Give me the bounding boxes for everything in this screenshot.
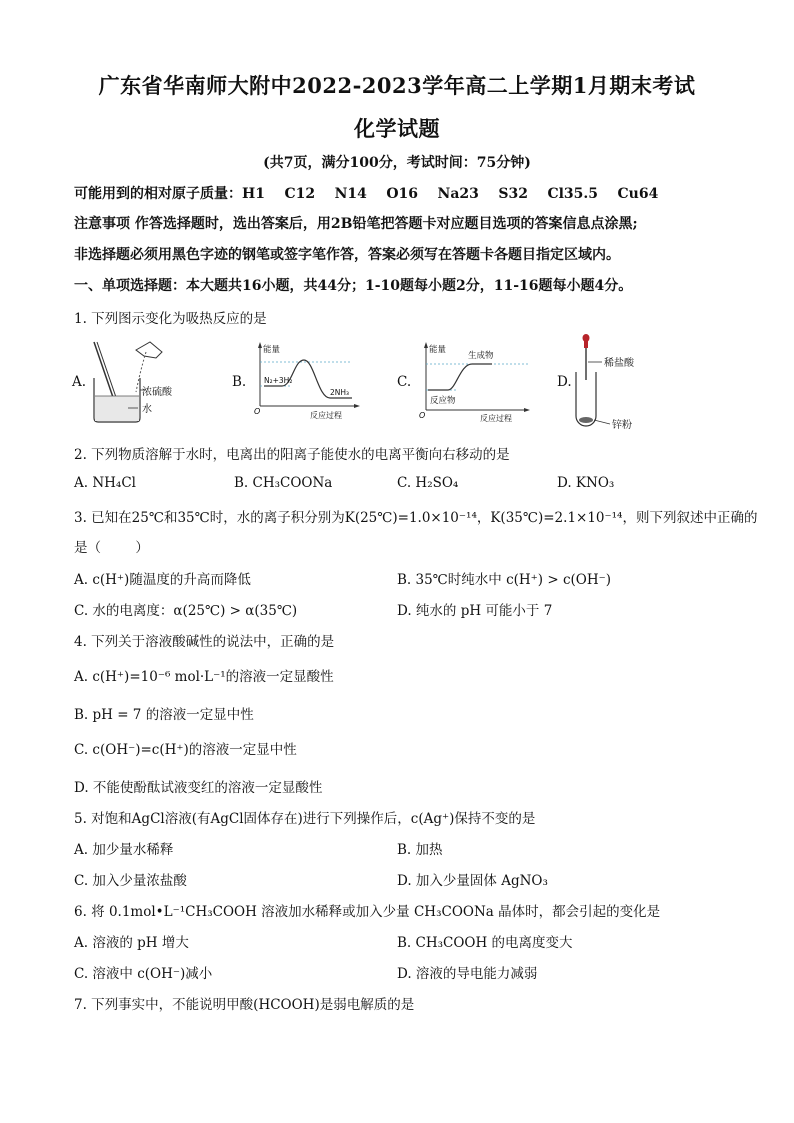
q6-option-d: D. 溶液的导电能力减弱 xyxy=(397,966,538,982)
q1-fig-d-label-zinc: 锌粉 xyxy=(612,420,632,430)
q1-fig-c-ylabel: 能量 xyxy=(429,345,447,355)
q6-option-a: A. 溶液的 pH 增大 xyxy=(74,935,189,951)
q2-option-b: B. CH₃COONa xyxy=(234,475,333,491)
q1-figure-b-energy-diagram xyxy=(252,340,362,422)
q3-stem-line-2: 是（ ） xyxy=(74,540,149,556)
q4-option-d: D. 不能使酚酞试液变红的溶液一定显酸性 xyxy=(74,780,323,796)
q1-option-c: C. xyxy=(397,374,412,390)
q1-fig-c-product: 生成物 xyxy=(468,351,494,361)
q1-stem: 1. 下列图示变化为吸热反应的是 xyxy=(74,311,267,327)
exam-info: (共7页，满分100分，考试时间：75分钟) xyxy=(263,155,531,171)
q6-option-c: C. 溶液中 c(OH⁻)减小 xyxy=(74,966,213,982)
q5-option-b: B. 加热 xyxy=(397,842,443,858)
notice-line-2: 非选择题必须用黑色字迹的钢笔或签字笔作答，答案必须写在答题卡各题目指定区域内。 xyxy=(74,247,620,263)
q1-figure-c-energy-diagram xyxy=(416,340,534,426)
q5-option-c: C. 加入少量浓盐酸 xyxy=(74,873,187,889)
q1-fig-c-xlabel: 反应过程 xyxy=(480,414,512,423)
q1-option-a: A. xyxy=(72,374,87,390)
q1-fig-c-origin: O xyxy=(419,411,426,420)
q1-option-b: B. xyxy=(232,374,247,390)
q1-fig-d-label-hcl: 稀盐酸 xyxy=(604,358,634,369)
q6-stem: 6. 将 0.1mol•L⁻¹CH₃COOH 溶液加水稀释或加入少量 CH₃COONa 晶体时，都会引起的变化是 xyxy=(74,904,661,920)
q3-stem-line-1: 3. 已知在25℃和35℃时，水的离子积分别为K(25℃)=1.0×10⁻¹⁴，K(35℃)=2.1×10⁻¹⁴，则下列叙述中正确的 xyxy=(74,510,758,526)
q3-option-b: B. 35℃时纯水中 c(H⁺) > c(OH⁻) xyxy=(397,572,612,588)
q5-option-d: D. 加入少量固体 AgNO₃ xyxy=(397,873,548,889)
q1-fig-b-ylabel: 能量 xyxy=(263,345,281,355)
q4-option-b: B. pH = 7 的溶液一定显中性 xyxy=(74,707,254,723)
q2-option-d: D. KNO₃ xyxy=(557,475,615,491)
page-subtitle: 化学试题 xyxy=(354,116,440,141)
q3-option-d: D. 纯水的 pH 可能小于 7 xyxy=(397,603,553,619)
q1-fig-c-reactant: 反应物 xyxy=(430,396,456,406)
section-heading: 一、单项选择题：本大题共16小题，共44分；1-10题每小题2分，11-16题每小题4分。 xyxy=(74,278,633,294)
q1-option-d: D. xyxy=(557,374,572,390)
q3-option-a: A. c(H⁺)随温度的升高而降低 xyxy=(74,572,251,588)
q5-stem: 5. 对饱和AgCl溶液(有AgCl固体存在)进行下列操作后，c(Ag⁺)保持不变的是 xyxy=(74,811,536,827)
q2-option-c: C. H₂SO₄ xyxy=(397,475,459,491)
q4-option-a: A. c(H⁺)=10⁻⁶ mol·L⁻¹的溶液一定显酸性 xyxy=(74,669,334,685)
q4-stem: 4. 下列关于溶液酸碱性的说法中，正确的是 xyxy=(74,634,335,650)
q2-stem: 2. 下列物质溶解于水时，电离出的阳离子能使水的电离平衡向右移动的是 xyxy=(74,447,510,463)
q1-fig-b-xlabel: 反应过程 xyxy=(310,411,342,420)
q1-fig-b-product: 2NH₃ xyxy=(330,388,350,397)
atomic-mass-line: 可能用到的相对原子质量：H1 C12 N14 O16 Na23 S32 Cl35.5 Cu64 xyxy=(74,186,659,202)
q4-option-c: C. c(OH⁻)=c(H⁺)的溶液一定显中性 xyxy=(74,742,297,758)
q2-option-a: A. NH₄Cl xyxy=(74,475,136,491)
q6-option-b: B. CH₃COOH 的电离度变大 xyxy=(397,935,573,951)
q1-fig-a-label-water: 水 xyxy=(142,404,152,415)
q1-fig-a-label-acid: 浓硫酸 xyxy=(142,387,172,398)
q1-fig-b-origin: O xyxy=(254,407,261,416)
q1-fig-b-reactant: N₂+3H₂ xyxy=(264,376,293,385)
q1-figure-d-test-tube xyxy=(570,332,660,430)
page-title: 广东省华南师大附中2022-2023学年高二上学期1月期末考试 xyxy=(98,73,696,98)
q3-option-c: C. 水的电离度：α(25℃) > α(35℃) xyxy=(74,603,298,619)
notice-line-1: 注意事项 作答选择题时，选出答案后，用2B铅笔把答题卡对应题目选项的答案信息点涂黑; xyxy=(74,216,638,232)
q7-stem: 7. 下列事实中，不能说明甲酸(HCOOH)是弱电解质的是 xyxy=(74,997,415,1013)
q1-figure-a-beaker xyxy=(84,338,194,426)
q5-option-a: A. 加少量水稀释 xyxy=(74,842,174,858)
